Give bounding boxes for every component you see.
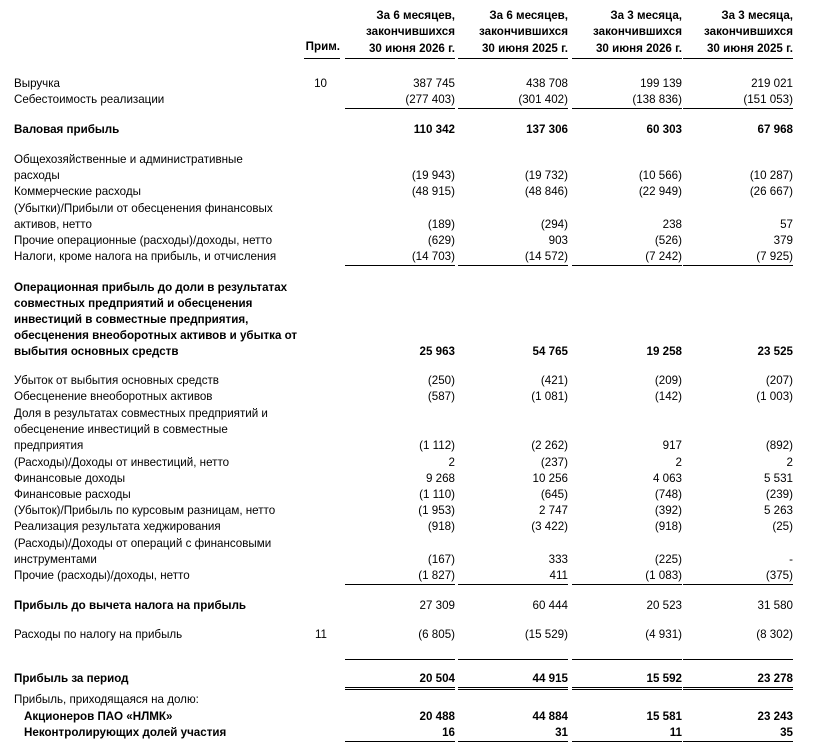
row-label: Валовая прибыль (14, 123, 120, 136)
subtotal-rule (572, 265, 682, 266)
value-cell: (1 083) (645, 569, 682, 582)
total-rule (458, 689, 568, 690)
value-cell: 67 968 (757, 123, 793, 136)
value-cell: (7 242) (645, 250, 682, 263)
row-label: обесценения внеоборотных активов и убытка от (14, 329, 298, 342)
value-cell: 137 306 (526, 123, 568, 136)
value-cell: (48 915) (411, 185, 455, 198)
row-label: (Расходы)/Доходы от инвестиций, нетто (14, 456, 230, 469)
value-cell: 23 243 (757, 710, 793, 723)
row-label: Доля в результатах совместных предприятий и (14, 407, 268, 420)
value-cell: (151 053) (743, 93, 793, 106)
total-rule (572, 689, 682, 690)
row-label: Общехозяйственные и административные (14, 153, 243, 166)
value-cell: (207) (765, 374, 793, 387)
value-cell: (2 262) (531, 439, 568, 452)
subtotal-rule (683, 584, 793, 585)
value-cell: 25 963 (419, 345, 455, 358)
row-label: выбытия основных средств (14, 345, 179, 358)
row-label: Прибыль до вычета налога на прибыль (14, 599, 247, 612)
value-cell: 19 258 (646, 345, 682, 358)
value-cell: 23 278 (757, 672, 793, 685)
value-cell: (277 403) (405, 93, 455, 106)
value-cell: (301 402) (518, 93, 568, 106)
column-header-line: закончившихся (593, 25, 682, 39)
value-cell: (629) (427, 234, 455, 247)
value-cell: (15 529) (524, 628, 568, 641)
value-cell: 2 (448, 456, 455, 469)
value-cell: (375) (765, 569, 793, 582)
value-cell: (892) (765, 439, 793, 452)
value-cell: (421) (540, 374, 568, 387)
subtotal-rule (572, 108, 682, 109)
row-label: инвестиций в совместные предприятия, (14, 313, 249, 326)
total-rule (345, 687, 455, 688)
row-label: расходы (14, 169, 60, 182)
column-header-line: закончившихся (479, 25, 568, 39)
row-label: Неконтролирующих долей участия (24, 726, 227, 739)
value-cell: (19 732) (524, 169, 568, 182)
row-label: Выручка (14, 77, 60, 90)
row-label: Прочие операционные (расходы)/доходы, нетто (14, 234, 273, 247)
value-cell: (3 422) (531, 520, 568, 533)
value-cell: (10 287) (749, 169, 793, 182)
column-header-line: 30 июня 2025 г. (481, 41, 568, 55)
value-cell: (918) (654, 520, 682, 533)
subtotal-rule (572, 584, 682, 585)
value-cell: 411 (549, 569, 568, 582)
total-rule (683, 689, 793, 690)
value-cell: (225) (654, 553, 682, 566)
value-cell: (6 805) (418, 628, 455, 641)
note-column-header: Прим. (305, 40, 340, 53)
column-header-line: 30 июня 2026 г. (368, 41, 455, 55)
value-cell: (918) (427, 520, 455, 533)
total-rule (458, 687, 568, 688)
value-cell: 387 745 (413, 77, 455, 90)
subtotal-rule (458, 584, 568, 585)
value-cell: 44 915 (532, 672, 568, 685)
value-cell: 20 523 (646, 599, 682, 612)
value-cell: (526) (654, 234, 682, 247)
value-cell: 238 (662, 218, 682, 231)
subtotal-rule (683, 659, 793, 660)
value-cell: 9 268 (425, 472, 455, 485)
value-cell: (19 943) (411, 169, 455, 182)
column-header-line: За 3 месяца, (610, 9, 682, 22)
value-cell: (4 931) (645, 628, 682, 641)
row-label: инструментами (14, 553, 97, 566)
row-label: Финансовые расходы (14, 488, 131, 501)
value-cell: (1 953) (418, 504, 455, 517)
value-cell: (1 081) (531, 390, 568, 403)
subtotal-rule (345, 659, 455, 660)
value-cell: 5 531 (763, 472, 793, 485)
row-label: Операционная прибыль до доли в результатах (14, 281, 288, 294)
row-label: Прибыль, приходящаяся на долю: (14, 693, 199, 706)
value-cell: 20 488 (419, 710, 455, 723)
column-header-line: закончившихся (704, 25, 793, 39)
column-header-3m-2025 (683, 8, 793, 57)
total-rule (572, 687, 682, 688)
value-cell: (587) (427, 390, 455, 403)
value-cell: 2 (675, 456, 682, 469)
value-cell: 199 139 (640, 77, 682, 90)
row-label: активов, нетто (14, 218, 92, 231)
value-cell: (14 703) (411, 250, 455, 263)
value-cell: 60 444 (532, 599, 568, 612)
value-cell: (167) (427, 553, 455, 566)
value-cell: 10 256 (532, 472, 568, 485)
value-cell: (250) (427, 374, 455, 387)
row-label: Прибыль за период (14, 672, 129, 685)
value-cell: (22 949) (638, 185, 682, 198)
row-label: Коммерческие расходы (14, 185, 141, 198)
row-label: Обесценение внеоборотных активов (14, 390, 213, 403)
header-rule (345, 58, 455, 59)
value-cell: 903 (548, 234, 568, 247)
value-cell: 31 (555, 726, 568, 739)
row-label: обесценение инвестиций в совместные (14, 423, 228, 436)
row-label: (Убытки)/Прибыли от обесценения финансовых (14, 202, 273, 215)
value-cell: (8 302) (756, 628, 793, 641)
row-note: 11 (314, 628, 327, 641)
value-cell: (392) (654, 504, 682, 517)
value-cell: (26 667) (749, 185, 793, 198)
value-cell: 5 263 (763, 504, 793, 517)
row-label: Прочие (расходы)/доходы, нетто (14, 569, 190, 582)
value-cell: 15 592 (646, 672, 682, 685)
header-rule (683, 58, 793, 59)
value-cell: (748) (654, 488, 682, 501)
value-cell: 15 581 (646, 710, 682, 723)
value-cell: (138 836) (632, 93, 682, 106)
value-cell: 60 303 (646, 123, 682, 136)
value-cell: 57 (780, 218, 793, 231)
value-cell: 27 309 (419, 599, 455, 612)
header-rule (572, 58, 682, 59)
value-cell: (294) (540, 218, 568, 231)
subtotal-rule (345, 108, 455, 109)
column-header-line: За 6 месяцев, (489, 9, 568, 22)
value-cell: (14 572) (524, 250, 568, 263)
subtotal-rule (345, 265, 455, 266)
subtotal-rule (345, 584, 455, 585)
value-cell: 4 063 (652, 472, 682, 485)
row-label: (Убыток)/Прибыль по курсовым разницам, нетто (14, 504, 276, 517)
value-cell: 23 525 (757, 345, 793, 358)
row-label: Реализация результата хеджирования (14, 520, 221, 533)
column-header-line: 30 июня 2025 г. (706, 41, 793, 55)
value-cell: (237) (540, 456, 568, 469)
value-cell: 917 (662, 439, 682, 452)
subtotal-rule (458, 108, 568, 109)
header-rule (304, 58, 340, 59)
total-rule (345, 741, 455, 742)
value-cell: 11 (669, 726, 682, 739)
column-header-line: 30 июня 2026 г. (595, 41, 682, 55)
value-cell: (189) (427, 218, 455, 231)
value-cell: - (789, 553, 793, 566)
value-cell: 20 504 (419, 672, 455, 685)
value-cell: (48 846) (524, 185, 568, 198)
header-rule (458, 58, 568, 59)
total-rule (683, 741, 793, 742)
value-cell: 54 765 (532, 345, 568, 358)
subtotal-rule (572, 659, 682, 660)
value-cell: (7 925) (756, 250, 793, 263)
value-cell: (239) (765, 488, 793, 501)
column-header-line: закончившихся (366, 25, 455, 39)
value-cell: (209) (654, 374, 682, 387)
subtotal-rule (683, 108, 793, 109)
value-cell: 2 747 (538, 504, 568, 517)
value-cell: (645) (540, 488, 568, 501)
column-header-line: За 6 месяцев, (376, 9, 455, 22)
row-label: Финансовые доходы (14, 472, 126, 485)
value-cell: (1 110) (419, 488, 455, 501)
row-note: 10 (314, 77, 327, 90)
total-rule (458, 741, 568, 742)
total-rule (683, 687, 793, 688)
value-cell: 44 884 (532, 710, 568, 723)
value-cell: 35 (780, 726, 793, 739)
value-cell: 2 (786, 456, 793, 469)
row-label: Расходы по налогу на прибыль (14, 628, 183, 641)
row-label: Налоги, кроме налога на прибыль, и отчисления (14, 250, 277, 263)
total-rule (572, 741, 682, 742)
subtotal-rule (458, 659, 568, 660)
value-cell: 219 021 (751, 77, 793, 90)
column-header-6m-2026 (345, 8, 455, 57)
value-cell: 110 342 (413, 123, 455, 136)
total-rule (345, 689, 455, 690)
value-cell: (1 003) (756, 390, 793, 403)
value-cell: 333 (548, 553, 568, 566)
column-header-6m-2025 (458, 8, 568, 57)
value-cell: (1 112) (419, 439, 455, 452)
value-cell: 438 708 (526, 77, 568, 90)
value-cell: (10 566) (638, 169, 682, 182)
row-label: совместных предприятий и обесценения (14, 297, 253, 310)
row-label: Акционеров ПАО «НЛМК» (24, 710, 173, 723)
value-cell: 16 (442, 726, 455, 739)
value-cell: (1 827) (418, 569, 455, 582)
row-label: Себестоимость реализации (14, 93, 165, 106)
value-cell: 31 580 (757, 599, 793, 612)
value-cell: (25) (772, 520, 793, 533)
row-label: предприятия (14, 439, 84, 452)
subtotal-rule (458, 265, 568, 266)
value-cell: 379 (773, 234, 793, 247)
subtotal-rule (683, 265, 793, 266)
value-cell: (142) (654, 390, 682, 403)
row-label: Убыток от выбытия основных средств (14, 374, 219, 387)
row-label: (Расходы)/Доходы от операций с финансовыми (14, 537, 272, 550)
column-header-line: За 3 месяца, (721, 9, 793, 22)
column-header-3m-2026 (572, 8, 682, 57)
